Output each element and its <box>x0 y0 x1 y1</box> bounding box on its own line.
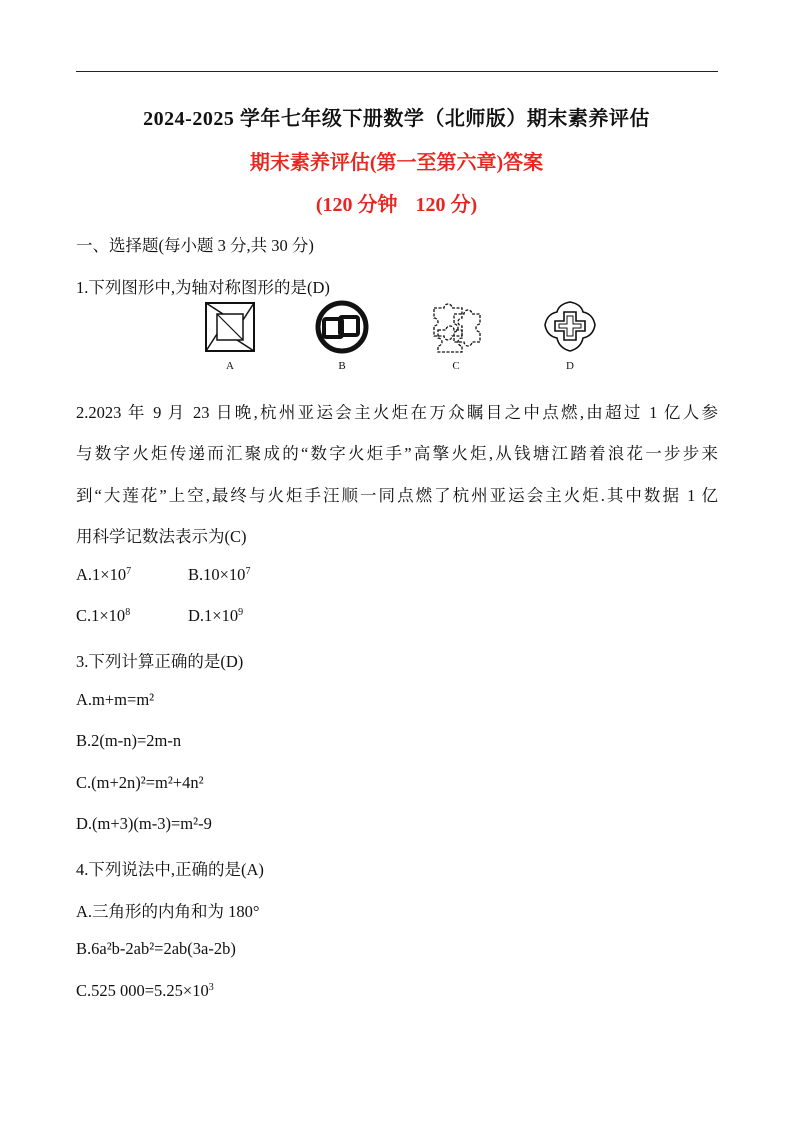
question-1-stem: 1.下列图形中,为轴对称图形的是(D) <box>76 278 330 297</box>
figure-c <box>416 300 496 372</box>
exam-duration-score <box>0 188 793 217</box>
exam-score: 120 分) <box>415 194 478 216</box>
figure-a <box>190 300 270 372</box>
question-4-option-c: C.525 $000=5.25\times 10^3$ <box>76 981 214 1000</box>
question-4-option-a: A.三角形的内角和为 180° <box>76 902 260 921</box>
option-c: $C.1\times 10^8$ <box>76 606 131 625</box>
figure-d <box>530 300 610 372</box>
exam-time: (120 分钟 <box>315 194 398 216</box>
header-rule <box>76 71 718 72</box>
question-1-figures <box>190 300 610 390</box>
question-4-option-b: B.6a²b-2ab²=2ab(3a-2b) <box>76 939 236 958</box>
interlocked-coins-icon <box>302 300 382 354</box>
question-3-option-c: C.(m+2n)²=m²+4n² <box>76 773 204 792</box>
section-heading: 一、选择题(每小题 3 分,共 30 分) <box>76 236 314 255</box>
question-2-options-row-2 <box>76 606 243 626</box>
puzzle-pieces-icon <box>428 300 484 354</box>
figure-b-label: B <box>338 360 346 372</box>
option-d: $D.1\times 10^9$ <box>188 606 244 625</box>
question-3-stem: 3.下列计算正确的是(D) <box>76 652 244 671</box>
question-2-options-row-1 <box>76 565 250 585</box>
question-2-line-1: 2.2023 年 9 月 23 日晚,杭州亚运会主火炬在万众瞩目之中点燃,由超过 1 亿人参 <box>76 403 719 422</box>
question-4-stem: 4.下列说法中,正确的是(A) <box>76 860 264 879</box>
cross-ornament-icon <box>541 300 599 354</box>
figure-b <box>302 300 382 372</box>
question-2-line-4: 用科学记数法表示为(C) <box>76 527 247 546</box>
question-3-option-d: D.(m+3)(m-3)=m²-9 <box>76 814 212 833</box>
question-3-option-b: B.2(m-n)=2m-n <box>76 731 182 750</box>
question-3-option-a: A.m+m=m² <box>76 690 155 709</box>
figure-d-label: D <box>566 360 574 372</box>
option-b: $B.10\times 10^7$ <box>188 565 251 584</box>
question-2-line-2: 与数字火炬传递而汇聚成的“数字火炬手”高擎火炬,从钱塘江踏着浪花一步步来 <box>76 444 718 463</box>
figure-a-label: A <box>226 360 234 372</box>
question-2-line-3: 到“大莲花”上空,最终与火炬手汪顺一同点燃了杭州亚运会主火炬.其中数据 1 亿 <box>76 486 718 505</box>
pinwheel-square-icon <box>203 300 257 354</box>
option-a: $A.1\times 10^7$ <box>76 565 132 584</box>
page-subtitle: 期末素养评估(第一至第六章)答案 <box>249 152 544 174</box>
page-title: 2024-2025 学年七年级下册数学（北师版）期末素养评估 <box>143 108 650 130</box>
figure-c-label: C <box>452 360 460 372</box>
